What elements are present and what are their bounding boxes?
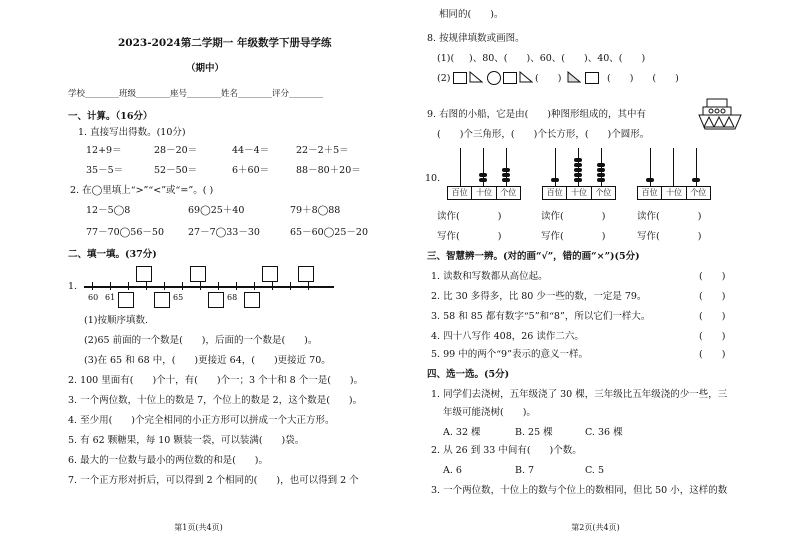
judge-item: 5. 99 中的两个“9”表示的意义一样。: [431, 349, 588, 360]
judge-paren[interactable]: ( ): [699, 331, 726, 342]
choice-option[interactable]: A. 6: [443, 465, 462, 476]
place-label: 个位: [690, 188, 707, 197]
place-label: 个位: [500, 188, 517, 197]
judge-paren[interactable]: ( ): [699, 311, 726, 322]
compare-item: 69◯25＋40: [188, 205, 245, 216]
choice-q1: 1. 同学们去浇树，五年级浇了 30 棵，三年级比五年级浇的少一些，三: [431, 389, 728, 400]
q2-10: 10.: [425, 173, 441, 184]
answer-box[interactable]: [136, 266, 152, 282]
number-line-label: 68: [227, 293, 238, 302]
q2-4: 4. 至少用( )个完全相同的小正方形可以拼成一个大正方形。: [68, 415, 335, 426]
choice-q1-b: 年级可能浇树( )。: [443, 407, 536, 418]
choice-option[interactable]: B. 25 棵: [515, 427, 553, 438]
read-as: 读作( ): [437, 211, 502, 222]
answer-box[interactable]: [298, 266, 314, 282]
judge-paren[interactable]: ( ): [699, 349, 726, 360]
answer-box[interactable]: [262, 266, 278, 282]
place-label: 十位: [662, 187, 686, 199]
number-line-label: 65: [173, 293, 184, 302]
circle-shape: [487, 71, 501, 85]
section-4-heading: 四、选一选。(5分): [427, 369, 510, 380]
choice-option[interactable]: C. 5: [585, 465, 605, 476]
number-line-label: 60: [88, 293, 99, 302]
q2-7-continued: 相同的( )。: [439, 9, 504, 20]
blank: ( ): [535, 73, 562, 84]
answer-box[interactable]: [244, 292, 260, 308]
section-1-heading: 一、计算。（16分）: [68, 111, 153, 122]
write-as: 写作( ): [637, 231, 702, 242]
compare-item: 79＋8◯88: [290, 205, 341, 216]
q2-9-b: ( )个三角形，( )个长方形，( )个圆形。: [437, 129, 650, 140]
answer-box[interactable]: [190, 266, 206, 282]
place-label: 十位: [567, 187, 591, 199]
choice-q3: 3. 一个两位数，十位上的数与个位上的数相同，但比 50 小，这样的数: [431, 485, 728, 496]
boat-picture: [697, 94, 743, 138]
choice-option[interactable]: C. 36 棵: [585, 427, 623, 438]
answer-box[interactable]: [118, 292, 134, 308]
calc-item: 88－80＋20＝: [296, 165, 361, 176]
q2-9: 9. 右图的小船，它是由( )种图形组成的，其中有: [427, 109, 646, 120]
judge-paren[interactable]: ( ): [699, 291, 726, 302]
place-label: 百位: [543, 187, 567, 199]
number-line-label: 61: [105, 293, 116, 302]
judge-item: 1. 读数和写数都从高位起。: [431, 271, 548, 282]
place-label: 十位: [472, 187, 496, 199]
read-as: 读作( ): [637, 211, 702, 222]
q2-1-c: (3)在 65 和 68 中，( )更接近 64，( )更接近 70。: [84, 355, 331, 366]
answer-box[interactable]: [154, 292, 170, 308]
judge-paren[interactable]: ( ): [699, 271, 726, 282]
place-label: 百位: [448, 187, 472, 199]
q2-8-1: )、80、( )、60、( )、40、( ): [469, 53, 646, 64]
section-2-heading: 二、填一填。(37分): [68, 249, 157, 260]
read-as: 读作( ): [541, 211, 606, 222]
compare-item: 27－7◯33－30: [188, 227, 260, 238]
q2-1-number: 1.: [68, 281, 78, 292]
rectangle-shape: [503, 72, 517, 84]
choice-option[interactable]: A. 32 棵: [443, 427, 481, 438]
q2-2: 2. 100 里面有( )个十，有( )个一；3 个十和 8 个一是( )。: [68, 375, 364, 386]
page-footer: 第2页(共4页): [571, 523, 620, 532]
choice-q2: 2. 从 26 到 33 中间有( )个数。: [431, 445, 582, 456]
q2-5: 5. 有 62 颗糖果，每 10 颗装一袋，可以装满( )袋。: [68, 435, 305, 446]
q2-1-b: (2)65 前面的一个数是( )，后面的一个数是( )。: [84, 335, 318, 346]
calc-item: 6＋60＝: [232, 165, 270, 176]
calc-item: 28－20＝: [154, 145, 198, 156]
calc-item: 12+9＝: [86, 145, 122, 156]
answer-box[interactable]: [208, 292, 224, 308]
page-title: 2023-2024第二学期一 年级数学下册导学练: [118, 37, 332, 49]
section-3-heading: 三、智慧辨一辨。(对的画“√”，错的画“×”)(5分): [427, 251, 640, 262]
rectangle-shape: [585, 72, 599, 84]
calc-item: 22－2＋5＝: [296, 145, 349, 156]
compare-item: 77－70◯56－50: [86, 227, 164, 238]
compare-item: 12－5◯8: [86, 205, 131, 216]
q2-8-2: ( ) ( ): [607, 73, 679, 84]
calc-item: 44－4＝: [232, 145, 270, 156]
page-footer: 第1页(共4页): [174, 523, 223, 532]
triangle-shape: [519, 71, 533, 83]
q2-7: 7. 一个正方形对折后，可以得到 2 个相同的( )，也可以得到 2 个: [68, 475, 359, 486]
judge-item: 3. 58 和 85 都有数字“5”和“8”，所以它们一样大。: [431, 311, 651, 322]
q2-6: 6. 最大的一位数与最小的两位数的和是( )。: [68, 455, 268, 466]
q2-8: 8. 按规律填数或画图。: [427, 33, 525, 44]
choice-option[interactable]: B. 7: [515, 465, 535, 476]
q2-8-2-label: (2): [437, 73, 451, 84]
calc-item: 52－50＝: [154, 165, 198, 176]
page-subtitle: （期中）: [186, 63, 225, 74]
judge-item: 2. 比 30 多得多，比 80 少一些的数，一定是 79。: [431, 291, 647, 302]
q2-1-a: (1)按顺序填数.: [84, 315, 148, 326]
write-as: 写作( ): [437, 231, 502, 242]
page-2: [397, 0, 794, 545]
q2-prompt: 2. 在◯里填上“>”“<”或“=”。( ): [70, 185, 214, 196]
q2-8-1-label: (1)(: [437, 53, 455, 64]
triangle-shape: [567, 71, 581, 83]
place-label: 百位: [638, 187, 662, 199]
triangle-shape: [469, 71, 483, 83]
calc-item: 35－5＝: [86, 165, 124, 176]
write-as: 写作( ): [541, 231, 606, 242]
compare-item: 65－60◯25－20: [290, 227, 368, 238]
q2-3: 3. 一个两位数，十位上的数是 7，个位上的数是 2，这个数是( )。: [68, 395, 363, 406]
judge-item: 4. 四十八写作 408，26 读作二六。: [431, 331, 584, 342]
q1-prompt: 1. 直接写出得数。(10分): [78, 127, 186, 138]
rectangle-shape: [453, 72, 467, 84]
info-line: 学校________班级________座号________姓名________评分________: [68, 89, 324, 99]
place-label: 个位: [595, 188, 612, 197]
